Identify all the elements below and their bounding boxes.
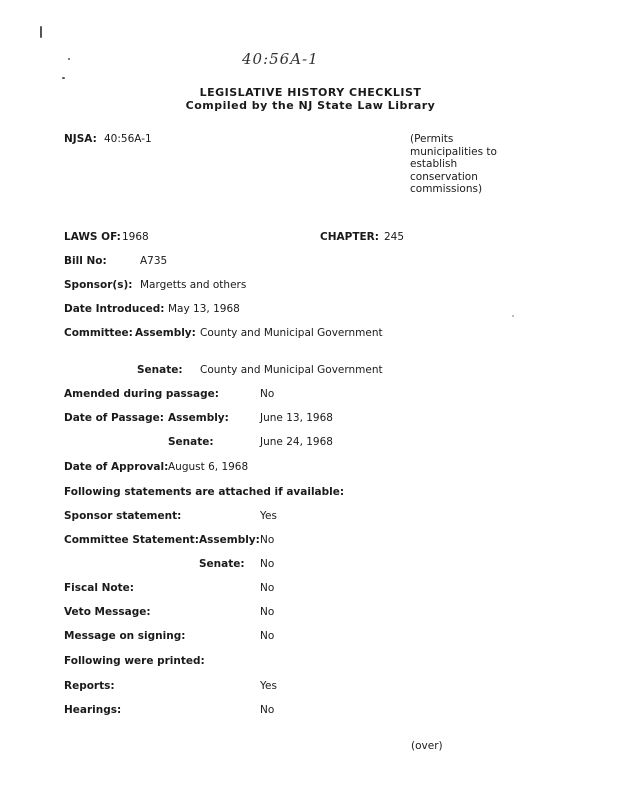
date-introduced-value: May 13, 1968 (168, 303, 240, 315)
njsa-label: NJSA: (64, 133, 97, 145)
amended-label: Amended during passage: (64, 388, 219, 400)
bill-no-label: Bill No: (64, 255, 107, 267)
committee-assembly-value: County and Municipal Government (200, 327, 383, 339)
date-of-approval-label: Date of Approval: (64, 461, 169, 473)
laws-of-label: LAWS OF: (64, 231, 121, 243)
committee-statement-assembly-label: Assembly: (199, 534, 260, 546)
passage-assembly-value: June 13, 1968 (260, 412, 333, 424)
hearings-value: No (260, 704, 275, 716)
message-on-signing-label: Message on signing: (64, 630, 186, 642)
bill-no-value: A735 (140, 255, 168, 267)
amended-value: No (260, 388, 275, 400)
passage-senate-value: June 24, 1968 (260, 436, 333, 448)
description-line: conservation (410, 170, 478, 183)
date-introduced-label: Date Introduced: (64, 303, 165, 315)
sponsors-value: Margetts and others (140, 279, 247, 291)
chapter-value: 245 (384, 231, 405, 243)
passage-senate-label: Senate: (168, 436, 214, 448)
message-on-signing-value: No (260, 630, 275, 642)
committee-senate-label: Senate: (137, 364, 183, 376)
description-line: municipalities to (410, 145, 497, 158)
committee-statement-senate-value: No (260, 558, 275, 570)
scan-speck (68, 58, 70, 60)
description-line: commissions) (410, 183, 483, 195)
committee-senate-value: County and Municipal Government (200, 364, 383, 376)
reports-label: Reports: (64, 680, 115, 692)
fiscal-note-value: No (260, 582, 275, 594)
sponsors-label: Sponsor(s): (64, 279, 133, 291)
description-line: establish (410, 158, 458, 170)
committee-statement-senate-label: Senate: (199, 558, 245, 570)
committee-label: Committee: (64, 327, 133, 339)
passage-assembly-label: Assembly: (168, 412, 229, 424)
date-of-passage-label: Date of Passage: (64, 412, 164, 424)
committee-statement-assembly-value: No (260, 534, 275, 546)
sponsor-statement-value: Yes (260, 510, 277, 522)
committee-statement-label: Committee Statement: (64, 534, 199, 546)
njsa-value: 40:56A-1 (104, 133, 152, 145)
reports-value: Yes (260, 680, 277, 692)
document-subtitle: Compiled by the NJ State Law Library (185, 99, 436, 112)
chapter-label: CHAPTER: (320, 231, 379, 243)
hearings-label: Hearings: (64, 704, 122, 716)
committee-assembly-label: Assembly: (135, 327, 196, 339)
scan-mark (40, 26, 42, 38)
over-footer: (over) (411, 740, 443, 752)
handwritten-note: 40:56A-1 (242, 50, 319, 68)
document-title: LEGISLATIVE HISTORY CHECKLIST (199, 86, 422, 99)
scan-speck (62, 77, 65, 79)
printed-heading: Following were printed: (64, 655, 205, 667)
fiscal-note-label: Fiscal Note: (64, 582, 134, 594)
description-line: (Permits (410, 133, 454, 145)
laws-of-value: 1968 (122, 231, 149, 243)
scan-speck (512, 315, 514, 317)
date-of-approval-value: August 6, 1968 (168, 461, 249, 473)
veto-message-value: No (260, 606, 275, 618)
statements-heading: Following statements are attached if available: (64, 486, 345, 498)
description-note (410, 133, 520, 196)
sponsor-statement-label: Sponsor statement: (64, 510, 182, 522)
veto-message-label: Veto Message: (64, 606, 151, 618)
